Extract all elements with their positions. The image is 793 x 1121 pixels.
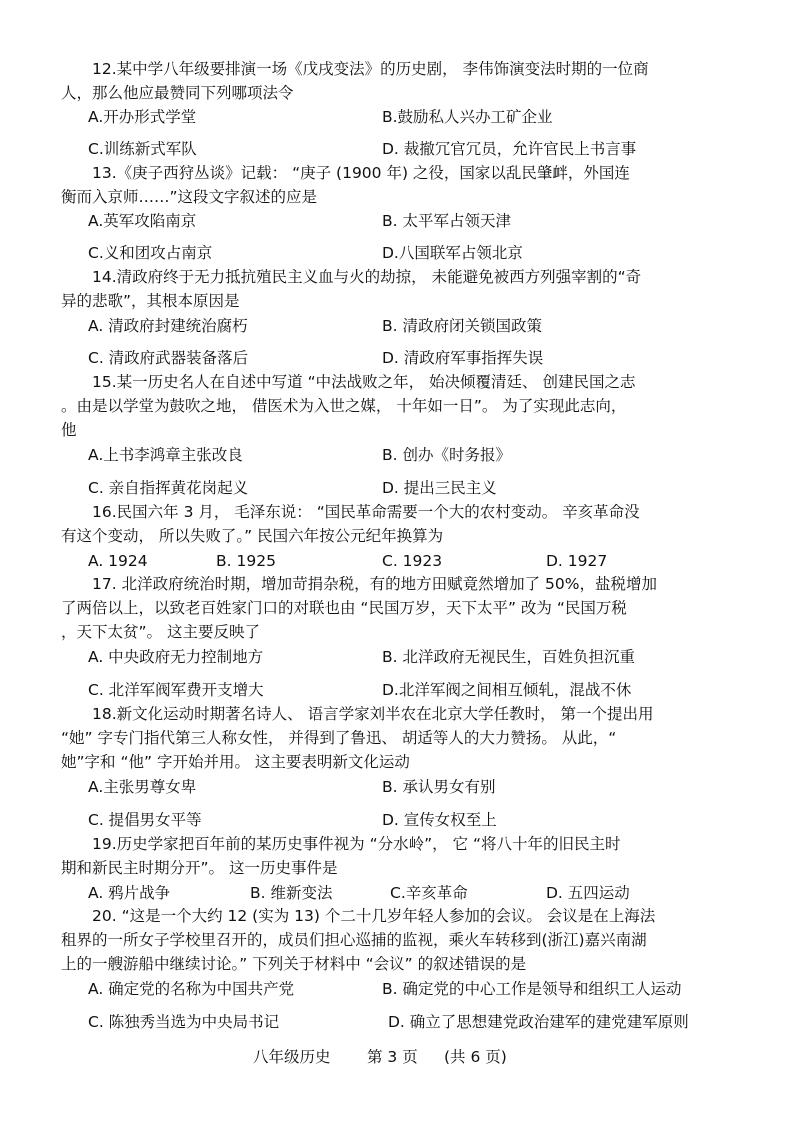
question-16-option-a: A. 1924 bbox=[88, 552, 148, 570]
question-18-stem-line-1: 18.新文化运动时期著名诗人、 语言学家刘半农在北京大学任教时， 第一个提出用 bbox=[92, 705, 654, 723]
question-14-option-d: D. 清政府军事指挥失误 bbox=[382, 349, 544, 367]
question-20-option-a: A. 确定党的名称为中国共产党 bbox=[88, 980, 295, 998]
question-19-option-d: D. 五四运动 bbox=[546, 884, 630, 902]
question-15-option-a: A.上书李鸿章主张改良 bbox=[88, 446, 243, 464]
question-16-option-b: B. 1925 bbox=[216, 552, 276, 570]
question-13-stem-line-1: 13.《庚子西狩丛谈》记载： “庚子 (1900 年) 之役，国家以乱民肇衅，外国连 bbox=[92, 164, 630, 182]
question-19-option-b: B. 维新变法 bbox=[250, 884, 333, 902]
question-19-stem-line-2: 期和新民主时期分开”。 这一历史事件是 bbox=[61, 859, 338, 877]
question-19-option-a: A. 鸦片战争 bbox=[88, 884, 171, 902]
question-12-stem-line-1: 12.某中学八年级要排演一场《戊戌变法》的历史剧， 李伟饰演变法时期的一位商 bbox=[92, 60, 649, 78]
question-20-stem-line-2: 租界的一所女子学校里召开的，成员们担心巡捕的监视，乘火车转移到(浙江)嘉兴南湖 bbox=[61, 931, 647, 949]
question-16-option-d: D. 1927 bbox=[546, 552, 608, 570]
question-12-option-a: A.开办形式学堂 bbox=[88, 108, 197, 126]
question-13-option-c: C.义和团攻占南京 bbox=[88, 244, 213, 262]
question-17-stem-line-1: 17. 北洋政府统治时期，增加苛捐杂税，有的地方田赋竟然增加了 50%，盐税增加 bbox=[92, 575, 657, 593]
question-14-option-a: A. 清政府封建统治腐朽 bbox=[88, 317, 248, 335]
footer-total-pages: (共 6 页) bbox=[444, 1048, 507, 1066]
question-19-option-c: C.辛亥革命 bbox=[390, 884, 468, 902]
question-13-stem-line-2: 衡而入京师……”这段文字叙述的应是 bbox=[61, 188, 318, 206]
question-12-option-d: D. 裁撤冗官冗员，允许官民上书言事 bbox=[382, 140, 637, 158]
question-15-stem-line-2: 。由是以学堂为鼓吹之地， 借医术为入世之媒， 十年如一日”。 为了实现此志向， bbox=[61, 397, 627, 415]
question-14-stem-line-1: 14.清政府终于无力抵抗殖民主义血与火的劫掠， 未能避免被西方列强宰割的“奇 bbox=[92, 268, 642, 286]
question-17-stem-line-3: ，天下太贫”。 这主要反映了 bbox=[61, 623, 260, 641]
question-15-option-c: C. 亲自指挥黄花岗起义 bbox=[88, 479, 249, 497]
footer-subject: 八年级历史 bbox=[253, 1048, 331, 1066]
question-18-stem-line-3: 她”字和 “他” 字开始并用。 这主要表明新文化运动 bbox=[61, 753, 410, 771]
question-20-stem-line-1: 20. “这是一个大约 12 (实为 13) 个二十几岁年轻人参加的会议。 会议是在上海法 bbox=[92, 907, 656, 925]
question-18-option-d: D. 宣传女权至上 bbox=[382, 811, 497, 829]
question-15-stem-line-3: 他 bbox=[61, 421, 77, 439]
question-17-option-b: B. 北洋政府无视民生，百姓负担沉重 bbox=[382, 648, 635, 666]
question-12-stem-line-2: 人，那么他应最赞同下列哪项法令 bbox=[61, 84, 294, 102]
question-20-stem-line-3: 上的一艘游船中继续讨论。” 下列关于材料中 “会议” 的叙述错误的是 bbox=[61, 955, 527, 973]
question-17-stem-line-2: 了两倍以上，以致老百姓家门口的对联也由 “民国万岁，天下太平” 改为 “民国万税 bbox=[61, 599, 627, 617]
question-18-option-a: A.主张男尊女卑 bbox=[88, 778, 197, 796]
question-13-option-a: A.英军攻陷南京 bbox=[88, 212, 197, 230]
question-20-option-d: D. 确立了思想建党政治建军的建党建军原则 bbox=[388, 1013, 689, 1031]
question-16-stem-line-1: 16.民国六年 3 月， 毛泽东说： “国民革命需要一个大的农村变动。 辛亥革命没 bbox=[92, 503, 640, 521]
question-19-stem-line-1: 19.历史学家把百年前的某历史事件视为 “分水岭”， 它 “将八十年的旧民主时 bbox=[92, 835, 621, 853]
question-12-option-c: C.训练新式军队 bbox=[88, 140, 197, 158]
question-16-option-c: C. 1923 bbox=[382, 552, 443, 570]
question-14-option-c: C. 清政府武器装备落后 bbox=[88, 349, 249, 367]
question-17-option-d: D.北洋军阀之间相互倾轧，混战不休 bbox=[382, 681, 632, 699]
question-16-stem-line-2: 有这个变动， 所以失败了。” 民国六年按公元纪年换算为 bbox=[61, 527, 444, 545]
question-17-option-c: C. 北洋军阀军费开支增大 bbox=[88, 681, 264, 699]
question-14-stem-line-2: 异的悲歌”，其根本原因是 bbox=[61, 292, 240, 310]
question-20-option-b: B. 确定党的中心工作是领导和组织工人运动 bbox=[382, 980, 682, 998]
question-13-option-b: B. 太平军占领天津 bbox=[382, 212, 511, 230]
question-12-option-b: B.鼓励私人兴办工矿企业 bbox=[382, 108, 553, 126]
question-18-stem-line-2: “她” 字专门指代第三人称女性， 并得到了鲁迅、 胡适等人的大力赞扬。 从此，“ bbox=[61, 729, 617, 747]
question-15-stem-line-1: 15.某一历史名人在自述中写道 “中法战败之年， 始决倾覆清廷、 创建民国之志 bbox=[92, 373, 636, 391]
question-17-option-a: A. 中央政府无力控制地方 bbox=[88, 648, 264, 666]
footer-page-number: 第 3 页 bbox=[367, 1048, 418, 1066]
question-15-option-b: B. 创办《时务报》 bbox=[382, 446, 511, 464]
question-13-option-d: D.八国联军占领北京 bbox=[382, 244, 523, 262]
question-18-option-b: B. 承认男女有别 bbox=[382, 778, 496, 796]
question-20-option-c: C. 陈独秀当选为中央局书记 bbox=[88, 1013, 280, 1031]
question-18-option-c: C. 提倡男女平等 bbox=[88, 811, 202, 829]
question-15-option-d: D. 提出三民主义 bbox=[382, 479, 497, 497]
question-14-option-b: B. 清政府闭关锁国政策 bbox=[382, 317, 542, 335]
